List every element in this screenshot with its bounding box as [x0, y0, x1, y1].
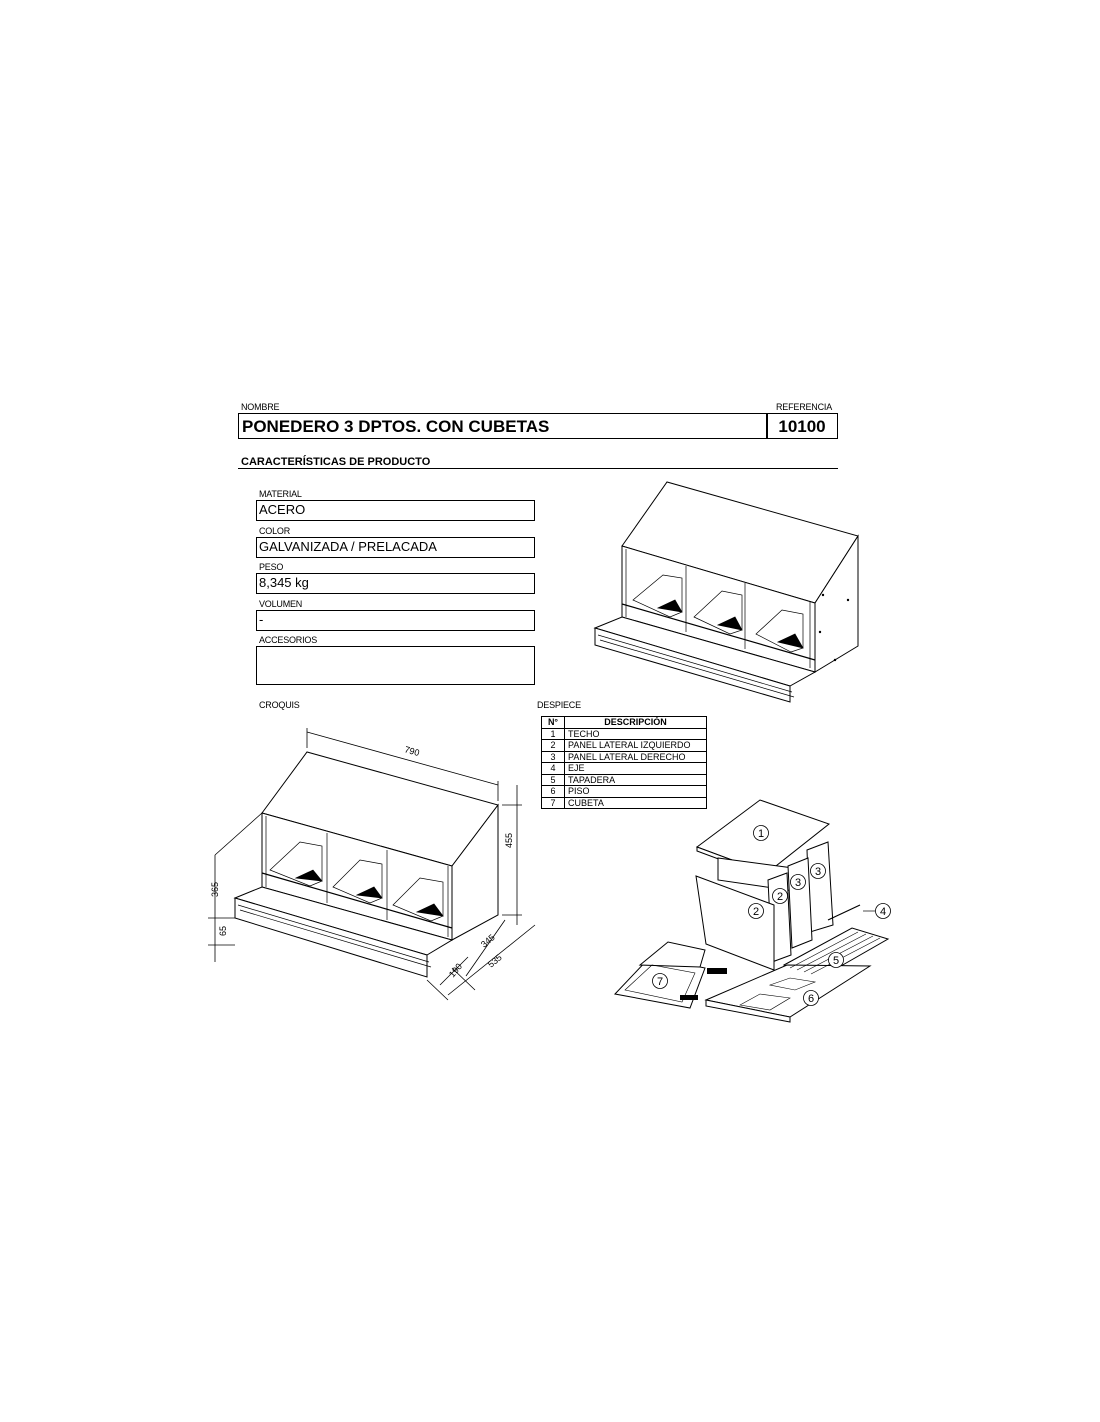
- part-num: 7: [542, 797, 565, 809]
- accesorios-label: ACCESORIOS: [259, 635, 318, 645]
- volumen-label: VOLUMEN: [259, 599, 303, 609]
- color-value: GALVANIZADA / PRELACADA: [259, 539, 437, 554]
- material-value: ACERO: [259, 502, 306, 517]
- color-label: COLOR: [259, 526, 291, 536]
- dim-depth-top: 345: [478, 932, 497, 950]
- despiece-label: DESPIECE: [537, 700, 581, 710]
- parts-col-desc: DESCRIPCIÓN: [565, 717, 707, 729]
- part-num: 2: [542, 740, 565, 752]
- callout-piso: 6: [807, 993, 815, 1005]
- dim-step: 65: [218, 925, 228, 936]
- peso-label: PESO: [259, 562, 284, 572]
- part-num: 4: [542, 763, 565, 775]
- part-num: 1: [542, 728, 565, 740]
- part-desc: PISO: [565, 786, 707, 798]
- callout-cubeta: 7: [656, 976, 664, 988]
- part-desc: EJE: [565, 763, 707, 775]
- part-num: 6: [542, 786, 565, 798]
- reference-value: 10100: [778, 417, 826, 436]
- part-num: 5: [542, 774, 565, 786]
- dim-height: 455: [504, 832, 514, 848]
- dim-depth-step: 190: [446, 961, 465, 980]
- callout-panel-der: 3: [814, 866, 822, 878]
- dim-front-height: 365: [210, 881, 220, 897]
- name-label: NOMBRE: [241, 402, 280, 412]
- part-desc: TAPADERA: [565, 774, 707, 786]
- part-desc: CUBETA: [565, 797, 707, 809]
- callout-techo: 1: [757, 828, 765, 840]
- callout-eje: 4: [879, 906, 887, 918]
- callout-panel-izq: 2: [776, 891, 784, 903]
- croquis-label: CROQUIS: [259, 700, 300, 710]
- material-label: MATERIAL: [259, 489, 302, 499]
- callout-panel-der: 3: [794, 877, 802, 889]
- part-num: 3: [542, 751, 565, 763]
- part-desc: PANEL LATERAL IZQUIERDO: [565, 740, 707, 752]
- part-desc: PANEL LATERAL DERECHO: [565, 751, 707, 763]
- product-name: PONEDERO 3 DPTOS. CON CUBETAS: [242, 417, 550, 436]
- part-desc: TECHO: [565, 728, 707, 740]
- section-title: CARACTERÍSTICAS DE PRODUCTO: [241, 456, 431, 468]
- parts-col-num: N°: [542, 717, 565, 729]
- volumen-value: -: [259, 612, 264, 627]
- callout-tapadera: 5: [832, 955, 840, 967]
- callout-panel-izq: 2: [752, 906, 760, 918]
- peso-value: 8,345 kg: [259, 575, 309, 590]
- dim-width: 790: [403, 744, 421, 759]
- reference-label: REFERENCIA: [776, 402, 833, 412]
- dim-depth-total: 535: [485, 952, 504, 970]
